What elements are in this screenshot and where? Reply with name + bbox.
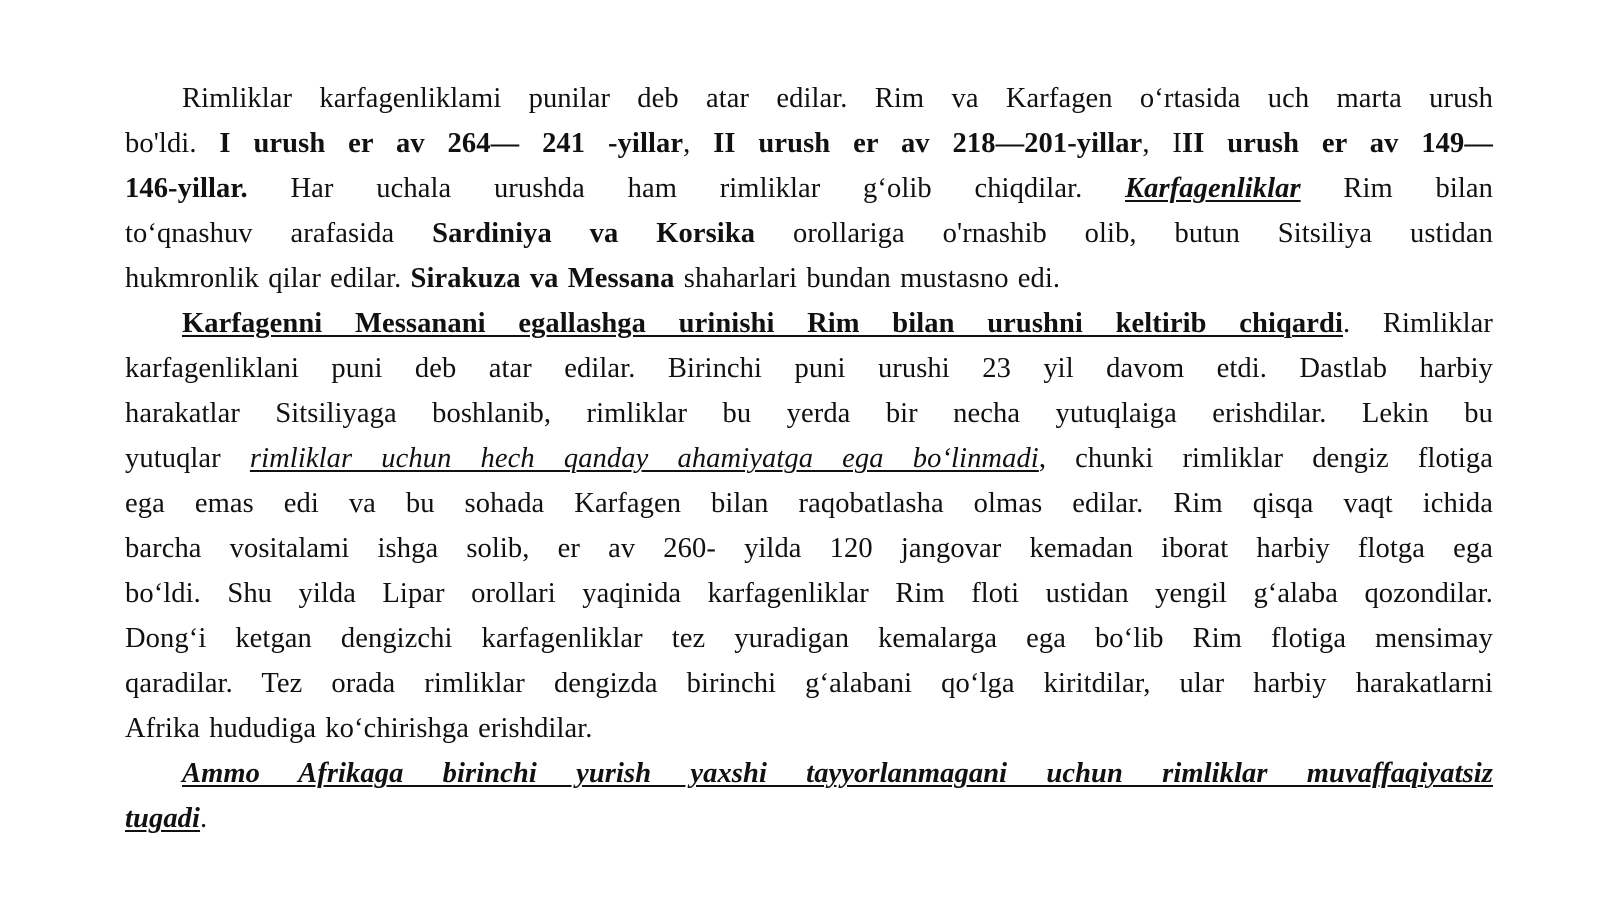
text-line bbox=[125, 346, 1493, 391]
text-run: Har uchala urushda ham rimliklar g‘olib chiqdilar. bbox=[247, 173, 1126, 204]
emphasized-text: II urush er av 218—201-yillar bbox=[713, 128, 1143, 159]
text-run: to‘qnashuv arafasida bbox=[125, 218, 433, 249]
text-run: harakatlar Sitsiliyaga boshlanib, rimliklar bu yerda bir necha yutuqlaiga erishdilar. Lekin bu bbox=[125, 398, 1493, 429]
text-run: bo'ldi. bbox=[125, 128, 220, 159]
text-line bbox=[125, 796, 1493, 841]
text-run: Afrika hududiga ko‘chirishga erishdilar. bbox=[125, 713, 593, 744]
emphasized-text: rimliklar uchun hech qanday ahamiyatga ega bo‘linmadi bbox=[249, 443, 1039, 474]
text-line bbox=[125, 436, 1493, 481]
text-line bbox=[125, 121, 1493, 166]
text-run: ega emas edi va bu sohada Karfagen bilan raqobatlasha olmas edilar. Rim qisqa vaqt ichida bbox=[125, 488, 1493, 519]
text-run: Rimliklar karfagenliklami punilar deb atar edilar. Rim va Karfagen o‘rtasida uch marta urush bbox=[182, 83, 1493, 114]
text-line bbox=[125, 391, 1493, 436]
text-line bbox=[125, 526, 1493, 571]
emphasized-text: Sirakuza va Messana bbox=[410, 263, 675, 294]
text-run: yutuqlar bbox=[125, 443, 250, 474]
text-line bbox=[125, 481, 1493, 526]
emphasized-text: Karfagenni Messanani egallashga urinishi Rim bilan urushni keltirib chiqardi bbox=[182, 308, 1343, 339]
text-line bbox=[125, 661, 1493, 706]
text-line bbox=[125, 211, 1493, 256]
text-run: , I bbox=[1142, 128, 1182, 159]
text-run: bo‘ldi. Shu yilda Lipar orollari yaqinida karfagenliklar Rim floti ustidan yengil g‘alaba qozondilar. bbox=[125, 578, 1493, 609]
text-run: barcha vositalami ishga solib, er av 260- yilda 120 jangovar kemadan iborat harbiy flotga ega bbox=[125, 533, 1493, 564]
text-run: Rim bilan bbox=[1300, 173, 1493, 204]
text-run: . bbox=[200, 803, 208, 834]
text-line bbox=[125, 571, 1493, 616]
text-run: karfagenliklani puni deb atar edilar. Birinchi puni urushi 23 yil davom etdi. Dastlab harbiy bbox=[125, 353, 1493, 384]
text-run: qaradilar. Tez orada rimliklar dengizda birinchi g‘alabani qo‘lga kiritdilar, ular harbiy harakatlarni bbox=[125, 668, 1493, 699]
emphasized-text: 146-yillar. bbox=[125, 173, 248, 204]
emphasized-text: Karfagenliklar bbox=[1125, 173, 1301, 204]
text-run: Dong‘i ketgan dengizchi karfagenliklar tez yuradigan kemalarga ega bo‘lib Rim flotiga mensimay bbox=[125, 623, 1493, 654]
text-run: , chunki rimliklar dengiz flotiga bbox=[1038, 443, 1493, 474]
text-run: . Rimliklar bbox=[1343, 308, 1493, 339]
emphasized-text: Sardiniya va Korsika bbox=[432, 218, 756, 249]
emphasized-text: II urush er av 149— bbox=[1182, 128, 1493, 159]
text-run: orollariga o'rnashib olib, butun Sitsiliya ustidan bbox=[755, 218, 1494, 249]
text-line bbox=[125, 166, 1493, 211]
text-run: , bbox=[683, 128, 714, 159]
emphasized-text: Ammo Afrikaga birinchi yurish yaxshi tayyorlanmagani uchun rimliklar muvaffaqiyatsiz bbox=[182, 758, 1493, 789]
text-line bbox=[125, 751, 1493, 796]
text-line bbox=[125, 76, 1493, 121]
text-line bbox=[125, 256, 1493, 301]
document-body bbox=[125, 76, 1493, 841]
text-line bbox=[125, 706, 1493, 751]
emphasized-text: I urush er av 264— 241 -yillar bbox=[219, 128, 684, 159]
text-line bbox=[125, 616, 1493, 661]
emphasized-text: tugadi bbox=[125, 803, 201, 834]
text-run: shaharlari bundan mustasno edi. bbox=[674, 263, 1061, 294]
text-line bbox=[125, 301, 1493, 346]
text-run: hukmronlik qilar edilar. bbox=[125, 263, 411, 294]
